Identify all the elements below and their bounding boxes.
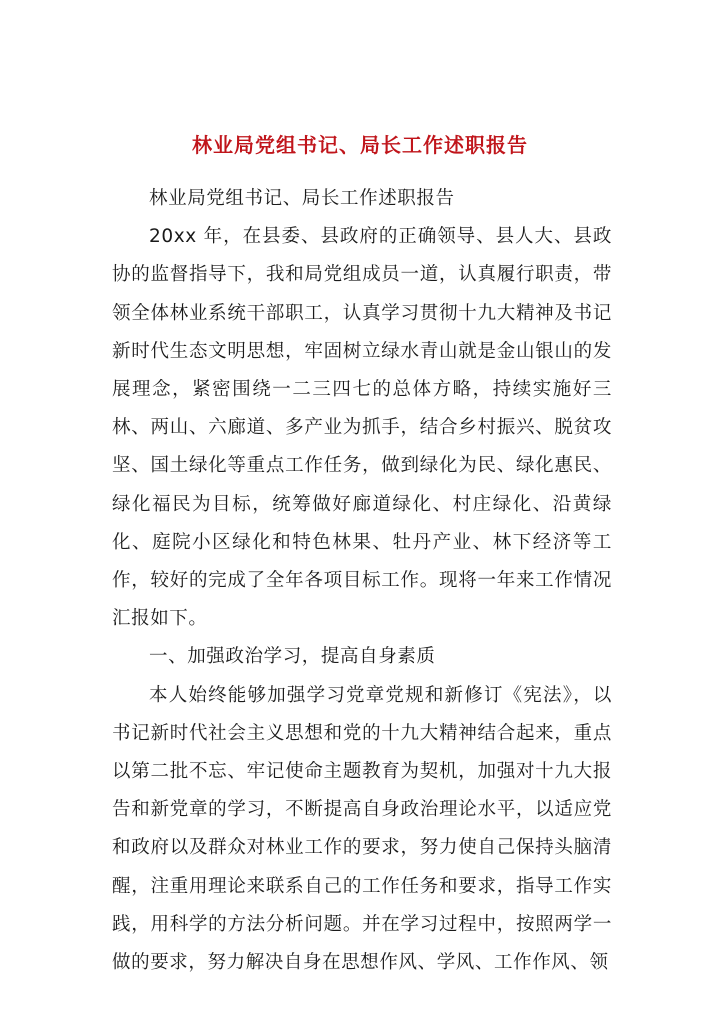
section-paragraph: 本人始终能够加强学习党章党规和新修订《宪法》，以书记新时代社会主义思想和党的十九大精神结合起来，重点以第二批不忘、牢记使命主题教育为契机，加强对十九大报告和新党章的学习，不断提高自身政治理论水平，以适应党和政府以及群众对林业工作的要求，努力使自己保持头脑清醒，注重用理论来联系自己的工作任务和要求，指导工作实践，用科学的方法分析问题。并在学习过程中，按照两学一做的要求，努力解决自身在思想作风、学风、工作作风、领 (112, 684, 612, 974)
intro-paragraph: 20xx 年，在县委、县政府的正确领导、县人大、县政协的监督指导下，我和局党组成员一道，认真履行职责，带领全体林业系统干部职工，认真学习贯彻十九大精神及书记新时代生态文明思想，牢固树立绿水青山就是金山银山的发展理念，紧密围绕一二三四七的总体方略，持续实施好三林、两山、六廊道、多产业为抓手，结合乡村振兴、脱贫攻坚、国土绿化等重点工作任务，做到绿化为民、绿化惠民、绿化福民为目标，统筹做好廊道绿化、村庄绿化、沿黄绿化、庭院小区绿化和特色林果、牡丹产业、林下经济等工作，较好的完成了全年各项目标工作。现将一年来工作情况汇报如下。 (112, 226, 612, 630)
subtitle-paragraph: 林业局党组书记、局长工作述职报告 (149, 188, 455, 209)
document-title: 林业局党组书记、局长工作述职报告 (192, 133, 528, 157)
section-heading: 一、加强政治学习，提高自身素质 (149, 646, 436, 668)
document-body (112, 180, 612, 982)
